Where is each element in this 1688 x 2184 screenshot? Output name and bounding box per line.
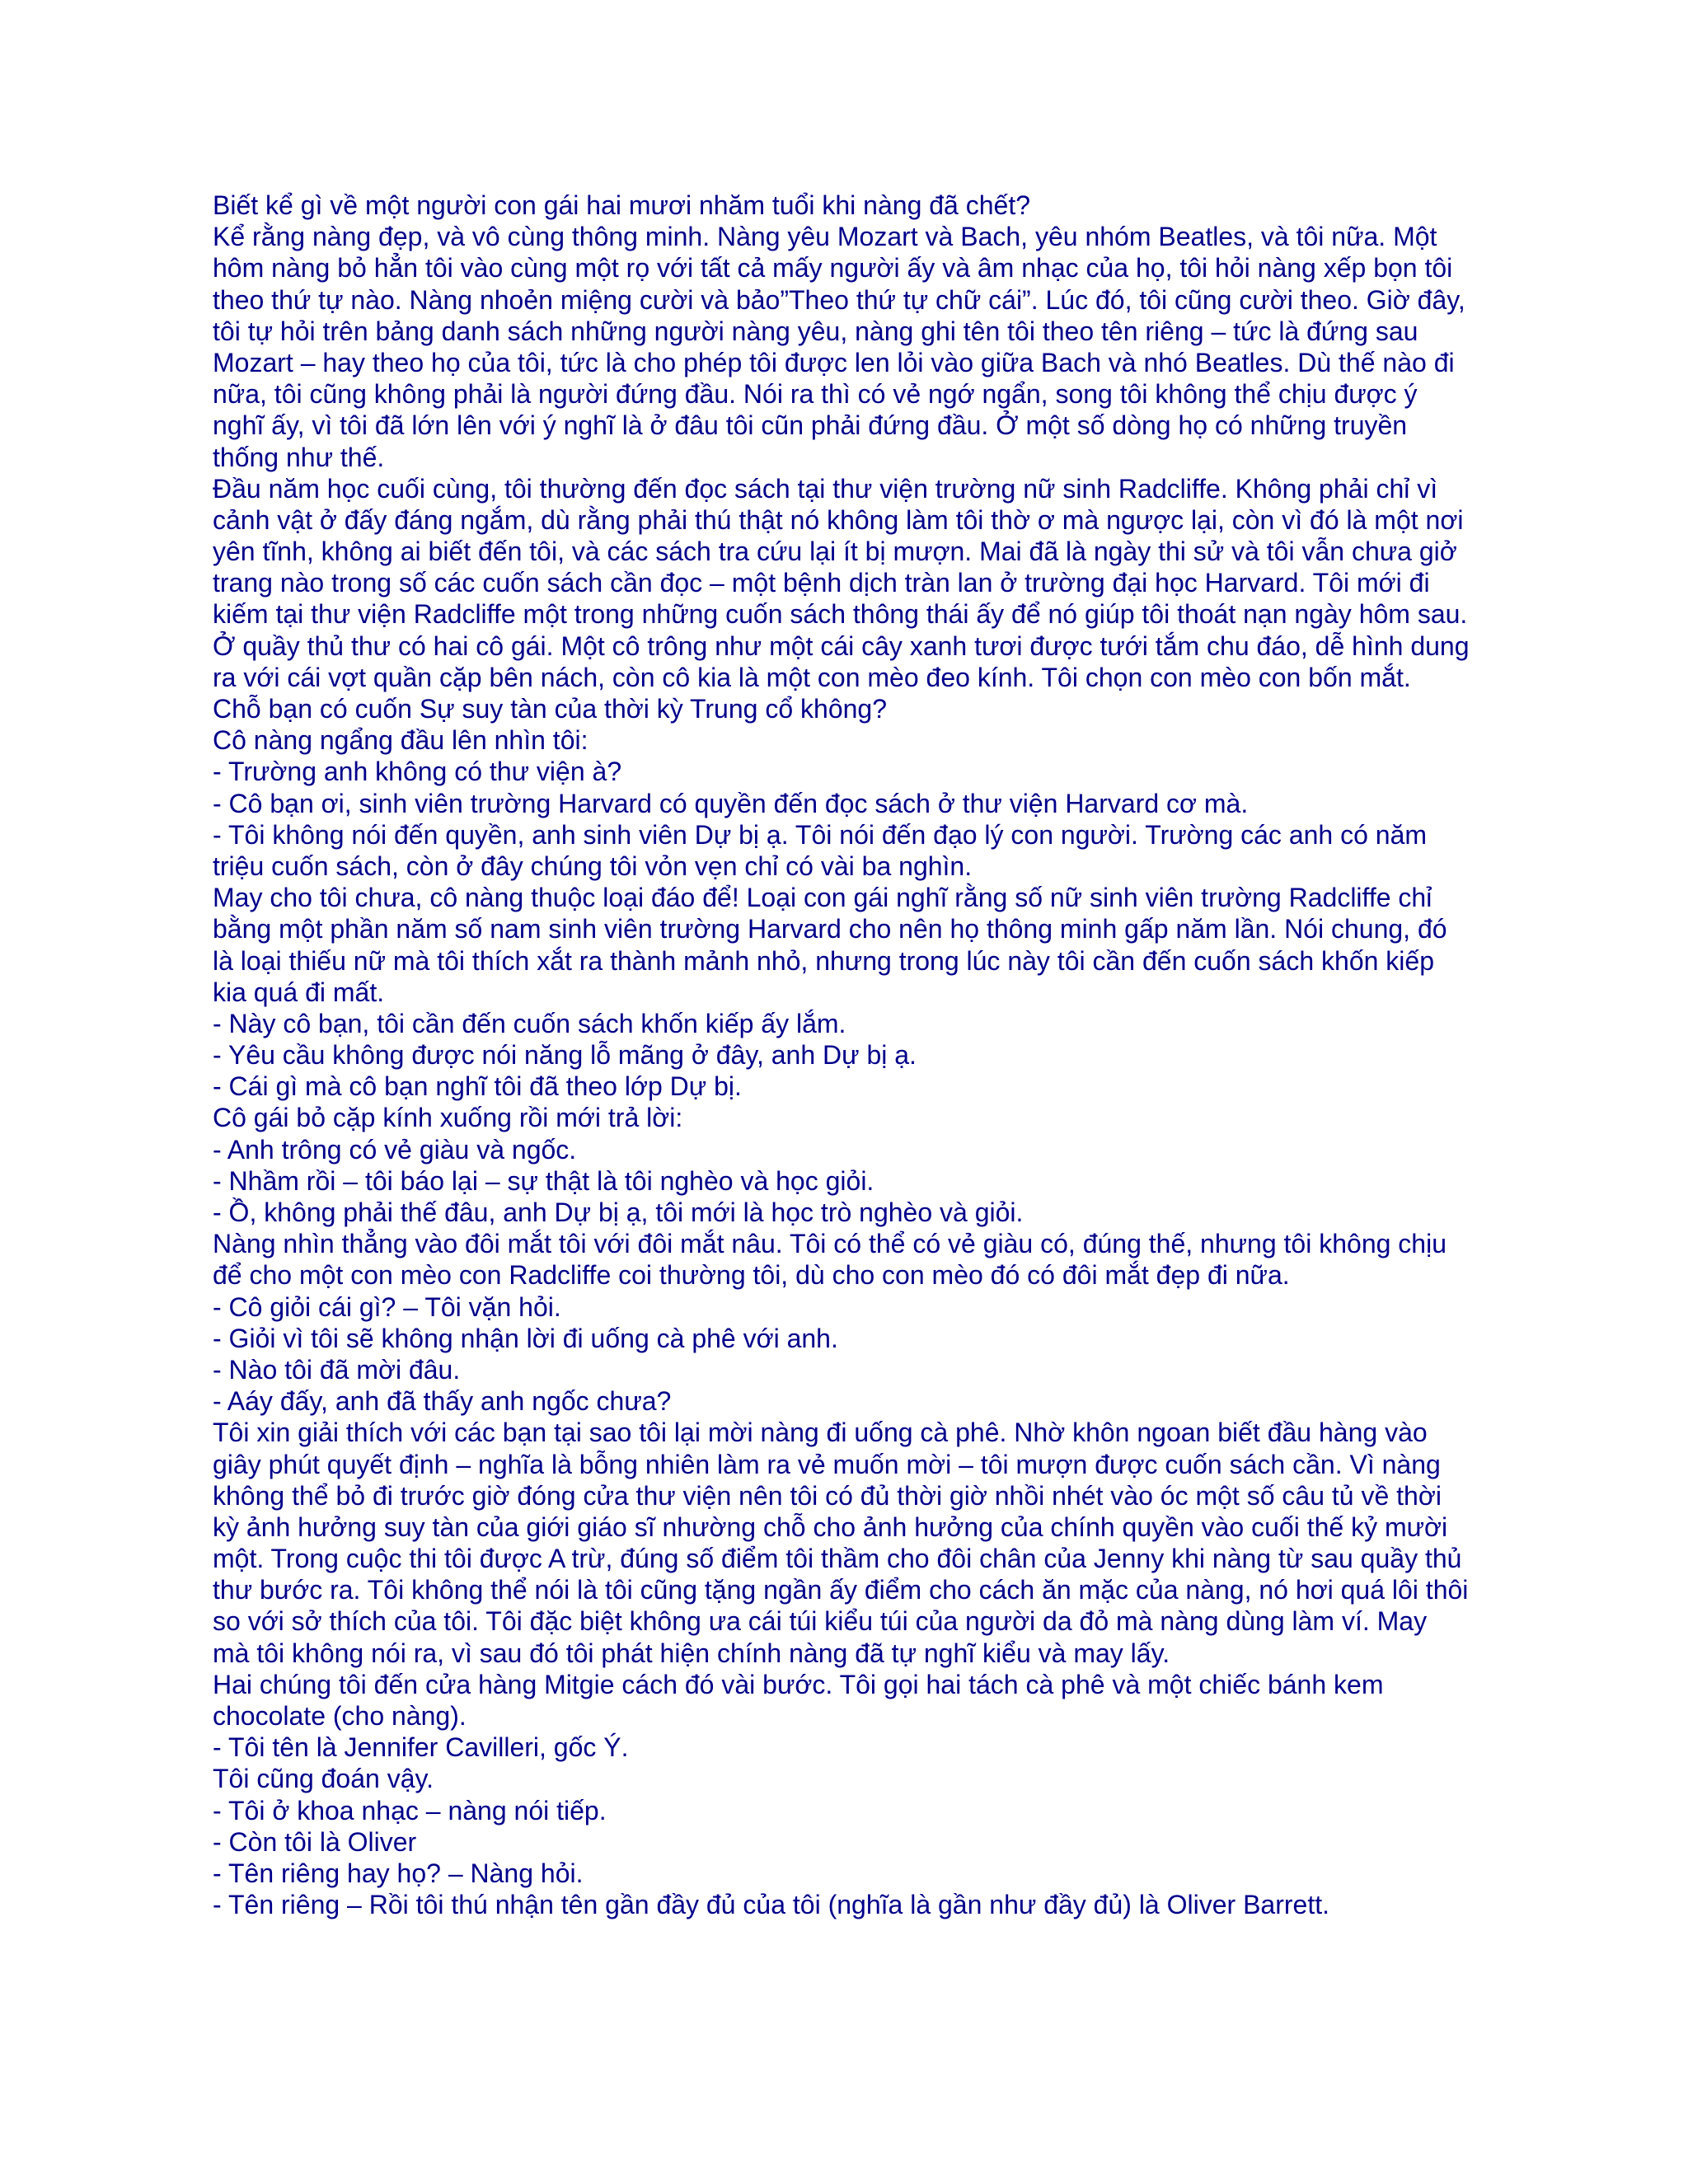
text-line: - Ồ, không phải thế đâu, anh Dự bị ạ, tôi mới là học trò nghèo và giỏi. bbox=[213, 1197, 1024, 1227]
text-line: chocolate (cho nàng). bbox=[213, 1701, 467, 1731]
text-line: - Nhầm rồi – tôi báo lại – sự thật là tôi nghèo và học giỏi. bbox=[213, 1165, 874, 1196]
text-line: Hai chúng tôi đến cửa hàng Mitgie cách đó vài bước. Tôi gọi hai tách cà phê và một chiếc bánh kem bbox=[213, 1669, 1384, 1699]
text-line: - Tên riêng hay họ? – Nàng hỏi. bbox=[213, 1858, 584, 1888]
text-line: tôi tự hỏi trên bảng danh sách những người nàng yêu, nàng ghi tên tôi theo tên riêng – tức là đứng sau bbox=[213, 316, 1418, 346]
text-line: - Còn tôi là Oliver bbox=[213, 1826, 417, 1857]
text-line: Cô nàng ngẩng đầu lên nhìn tôi: bbox=[213, 725, 588, 756]
text-line: giây phút quyết định – nghĩa là bỗng nhiên làm ra vẻ muốn mời – tôi mượn được cuốn sách cần. Vì nàng bbox=[213, 1449, 1441, 1479]
text-line: - Nào tôi đã mời đâu. bbox=[213, 1354, 461, 1385]
text-line: kỳ ảnh hưởng suy tàn của giới giáo sĩ nhường chỗ cho ảnh hưởng của chính quyền vào cuối thế kỷ mười bbox=[213, 1511, 1448, 1542]
text-line: yên tĩnh, không ai biết đến tôi, và các sách tra cứu lại ít bị mượn. Mai đã là ngày thi sử và tôi vẫn chưa giở bbox=[213, 537, 1457, 567]
text-line: triệu cuốn sách, còn ở đây chúng tôi vỏn vẹn chỉ có vài ba nghìn. bbox=[213, 851, 973, 881]
text-line: không thể bỏ đi trước giờ đóng cửa thư viện nên tôi có đủ thời giờ nhồi nhét vào óc một số câu tủ về thời bbox=[213, 1480, 1442, 1511]
text-line: - Tôi không nói đến quyền, anh sinh viên Dự bị ạ. Tôi nói đến đạo lý con người. Trường các anh có năm bbox=[213, 819, 1428, 850]
text-line: nữa, tôi cũng không phải là người đứng đầu. Nói ra thì có vẻ ngớ ngẩn, song tôi không thể chịu được ý bbox=[213, 379, 1418, 410]
text-line: Chỗ bạn có cuốn Sự suy tàn của thời kỳ Trung cổ không? bbox=[213, 694, 887, 724]
text-line: - Giỏi vì tôi sẽ không nhận lời đi uống cà phê với anh. bbox=[213, 1323, 838, 1353]
text-line: Tôi cũng đoán vậy. bbox=[213, 1764, 434, 1794]
text-line: Biết kể gì về một người con gái hai mươi nhăm tuổi khi nàng đã chết? bbox=[213, 190, 1031, 220]
text-line: để cho một con mèo con Radcliffe coi thường tôi, dù cho con mèo đó có đôi mắt đẹp đi nữa. bbox=[213, 1260, 1290, 1291]
text-line: mà tôi không nói ra, vì sau đó tôi phát hiện chính nàng đã tự nghĩ kiểu và may lấy. bbox=[213, 1638, 1170, 1668]
document-page bbox=[213, 190, 1531, 1920]
text-line: hôm nàng bỏ hẳn tôi vào cùng một rọ với tất cả mấy người ấy và âm nhạc của họ, tôi hỏi nàng xếp bọn tôi bbox=[213, 253, 1453, 284]
text-line: Tôi xin giải thích với các bạn tại sao tôi lại mời nàng đi uống cà phê. Nhờ khôn ngoan biết đầu hàng vào bbox=[213, 1418, 1428, 1448]
text-line: Đầu năm học cuối cùng, tôi thường đến đọc sách tại thư viện trường nữ sinh Radcliffe. Không phải chỉ vì bbox=[213, 473, 1438, 504]
text-line: một. Trong cuộc thi tôi được A trừ, đúng số điểm tôi thầm cho đôi chân của Jenny khi nàng từ sau quầy thủ bbox=[213, 1544, 1462, 1574]
text-line: - Aáy đấy, anh đã thấy anh ngốc chưa? bbox=[213, 1386, 672, 1417]
text-line: Ở quầy thủ thư có hai cô gái. Một cô trông như một cái cây xanh tươi được tưới tắm chu đáo, dễ hình dung bbox=[213, 630, 1470, 661]
text-line: ra với cái vợt quần cặp bên nách, còn cô kia là một con mèo đeo kính. Tôi chọn con mèo con bốn mắt. bbox=[213, 662, 1411, 692]
text-line: cảnh vật ở đấy đáng ngắm, dù rằng phải thú thật nó không làm tôi thờ ơ mà ngược lại, còn vì đó là một nơi bbox=[213, 504, 1464, 535]
text-line: - Tôi tên là Jennifer Cavilleri, gốc Ý. bbox=[213, 1732, 629, 1763]
text-line: bằng một phần năm số nam sinh viên trường Harvard cho nên họ thông minh gấp năm lần. Nói chung, đó bbox=[213, 914, 1447, 944]
text-line: Nàng nhìn thẳng vào đôi mắt tôi với đôi mắt nâu. Tôi có thể có vẻ giàu có, đúng thế, nhưng tôi không chịu bbox=[213, 1229, 1447, 1259]
text-line: so với sở thích của tôi. Tôi đặc biệt không ưa cái túi kiểu túi của người da đỏ mà nàng dùng làm ví. May bbox=[213, 1606, 1428, 1637]
text-line: nghĩ ấy, vì tôi đã lớn lên với ý nghĩ là ở đâu tôi cũn phải đứng đầu. Ở một số dòng họ có những truyền bbox=[213, 410, 1408, 441]
text-line: - Cái gì mà cô bạn nghĩ tôi đã theo lớp Dự bị. bbox=[213, 1071, 742, 1102]
text-line: - Anh trông có vẻ giàu và ngốc. bbox=[213, 1134, 577, 1165]
text-line: - Tôi ở khoa nhạc – nàng nói tiếp. bbox=[213, 1795, 607, 1825]
text-line: - Trường anh không có thư viện à? bbox=[213, 757, 622, 787]
text-line: May cho tôi chưa, cô nàng thuộc loại đáo để! Loại con gái nghĩ rằng số nữ sinh viên trường Radcliffe chỉ bbox=[213, 883, 1432, 913]
text-line: thư bước ra. Tôi không thể nói là tôi cũng tặng ngần ấy điểm cho cách ăn mặc của nàng, nó hơi quá lôi thôi bbox=[213, 1575, 1469, 1605]
text-line: - Tên riêng – Rồi tôi thú nhận tên gần đầy đủ của tôi (nghĩa là gần như đầy đủ) là Oliver Barrett. bbox=[213, 1890, 1329, 1920]
text-line: kia quá đi mất. bbox=[213, 977, 385, 1007]
text-line: - Cô giỏi cái gì? – Tôi vặn hỏi. bbox=[213, 1291, 561, 1322]
text-line: là loại thiếu nữ mà tôi thích xắt ra thành mảnh nhỏ, nhưng trong lúc này tôi cần đến cuốn sách khốn kiếp bbox=[213, 945, 1434, 976]
text-line: trang nào trong số các cuốn sách cần đọc – một bệnh dịch tràn lan ở trường đại học Harvard. Tôi mới đi bbox=[213, 568, 1430, 598]
text-line: theo thứ tự nào. Nàng nhoẻn miệng cười và bảo”Theo thứ tự chữ cái”. Lúc đó, tôi cũng cười theo. Giờ đây, bbox=[213, 284, 1465, 315]
text-line: - Cô bạn ơi, sinh viên trường Harvard có quyền đến đọc sách ở thư viện Harvard cơ mà. bbox=[213, 788, 1249, 818]
text-line: - Này cô bạn, tôi cần đến cuốn sách khốn kiếp ấy lắm. bbox=[213, 1008, 846, 1038]
text-line: Cô gái bỏ cặp kính xuống rồi mới trả lời: bbox=[213, 1103, 683, 1133]
text-line: Kể rằng nàng đẹp, và vô cùng thông minh. Nàng yêu Mozart và Bach, yêu nhóm Beatles, và tôi nữa. Một bbox=[213, 222, 1437, 252]
text-line: Mozart – hay theo họ của tôi, tức là cho phép tôi được len lỏi vào giữa Bach và nhó Beatles. Dù thế nào đi bbox=[213, 347, 1455, 377]
text-line: kiếm tại thư viện Radcliffe một trong những cuốn sách thông thái ấy để nó giúp tôi thoát nạn ngày hôm sau. bbox=[213, 599, 1468, 630]
text-line: thống như thế. bbox=[213, 442, 385, 472]
text-line: - Yêu cầu không được nói năng lỗ mãng ở đây, anh Dự bị ạ. bbox=[213, 1040, 917, 1071]
